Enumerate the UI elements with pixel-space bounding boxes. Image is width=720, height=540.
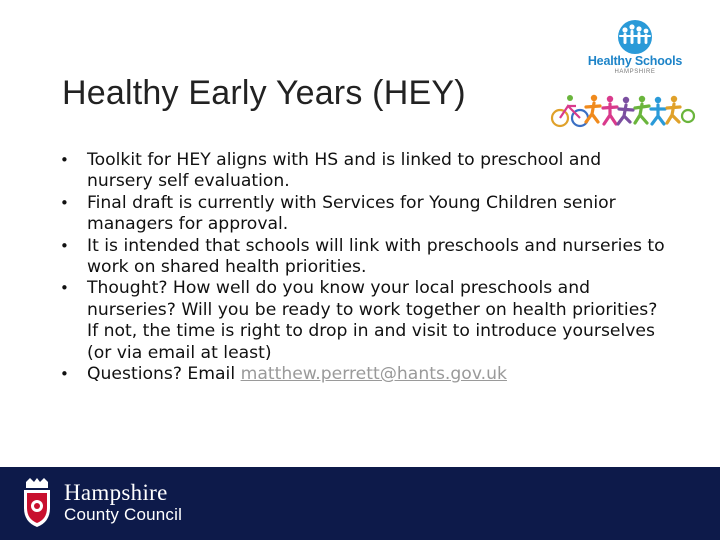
bullet-item: • Thought? How well do you know your local preschools and nurseries? Will you be ready to work together on health priorities? If not, the time is right to drop in and visit to introduce yourselves (or via email at least) (60, 278, 658, 363)
footer-bar (0, 467, 720, 540)
council-name: Hampshire (64, 480, 168, 505)
hampshire-crest-icon (20, 478, 54, 528)
bullet-item: • It is intended that schools will link with preschools and nurseries to work on shared health priorities. (60, 235, 665, 278)
slide-title: Healthy Early Years (HEY) (62, 74, 466, 112)
council-subtitle: County Council (64, 505, 183, 524)
bullet-item: • Final draft is currently with Services for Young Children senior managers for approval. (60, 192, 616, 235)
bullet-item: • Toolkit for HEY aligns with HS and is linked to preschool and nursery self evaluation. (60, 150, 602, 192)
activity-figures-icon (548, 92, 696, 132)
logo-word-healthy: Healthy (587, 54, 632, 68)
bullet-item: • Questions? Email matthew.perrett@hants.gov.uk (60, 364, 507, 385)
logo-word-schools: Schools (634, 54, 683, 68)
children-figures-icon (585, 18, 685, 56)
healthy-schools-logo (585, 18, 685, 80)
logo-subtitle: HAMPSHIRE (614, 69, 656, 75)
bullet-list (58, 150, 668, 385)
email-link[interactable]: matthew.perrett@hants.gov.uk (240, 364, 507, 385)
